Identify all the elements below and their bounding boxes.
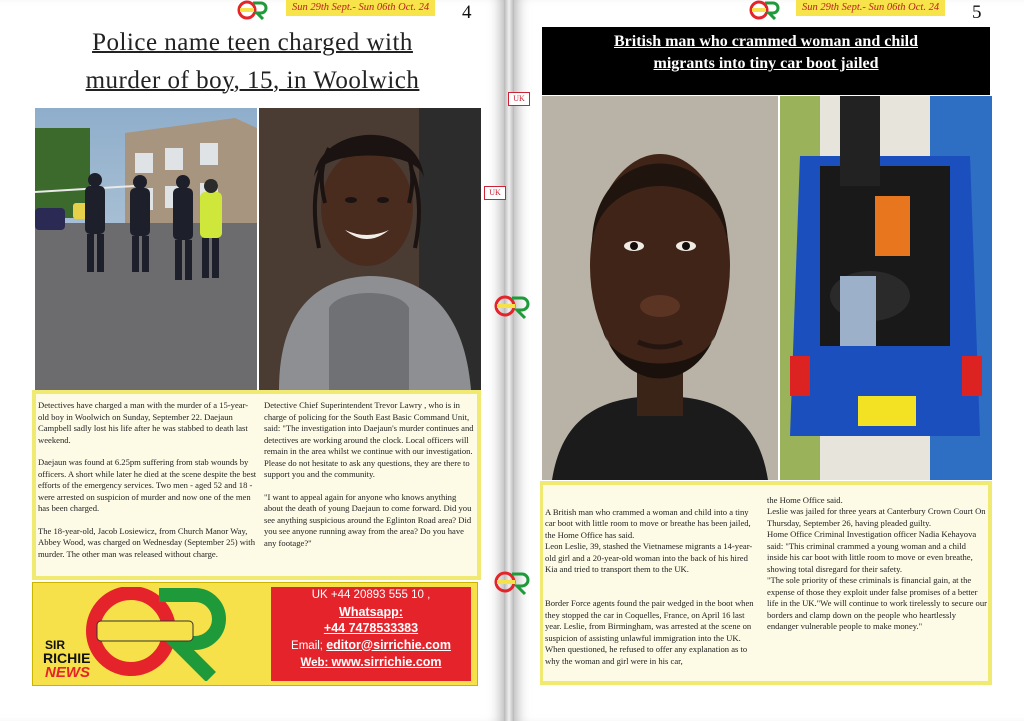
book-spine bbox=[504, 0, 514, 721]
victim-portrait-photo bbox=[259, 108, 481, 390]
right-page bbox=[514, 0, 1024, 721]
email-label: Email; bbox=[291, 639, 327, 652]
left-page bbox=[0, 0, 504, 721]
article-column-2 bbox=[767, 483, 987, 655]
uk-tag: UK bbox=[508, 92, 530, 106]
sir-richie-news-advert bbox=[32, 582, 478, 686]
sir-richie-mini-logo bbox=[748, 0, 782, 20]
logo-text-news: NEWS bbox=[45, 664, 90, 681]
car-boot-photo bbox=[780, 96, 992, 480]
headline-line-1: Police name teen charged with bbox=[92, 29, 413, 56]
mugshot-photo bbox=[542, 96, 778, 480]
email-link[interactable]: editor@sirrichie.com bbox=[326, 637, 451, 652]
issue-date: Sun 29th Sept.- Sun 06th Oct. 24 bbox=[286, 0, 435, 16]
police-street-photo bbox=[35, 108, 257, 390]
sir-richie-floating-logo bbox=[492, 294, 532, 320]
headline-line-1: British man who crammed woman and child bbox=[613, 33, 919, 50]
paragraph: Detective Chief Superintendent Trevor Lawry , who is in charge of policing for the South East Basic Command Unit, said: "The investigation into Daejaun's murder continues and detectives are working around the clock. Local officers will remain in the area whilst we continue with our investigation. Please do not hesitate to ask any questions, they are there to support you and the community. bbox=[264, 400, 474, 479]
web-link[interactable]: www.sirrichie.com bbox=[331, 655, 442, 669]
web-line bbox=[271, 654, 471, 672]
logo-text-sir: SIR bbox=[45, 638, 66, 652]
article-column-2 bbox=[264, 400, 476, 560]
contact-panel bbox=[271, 587, 471, 681]
uk-tag: UK bbox=[484, 186, 506, 200]
paragraph: Border Force agents found the pair wedged in the boot when they stopped the car in Coquelles, France, on April 16 last year. Leslie, from Birmingham, was arrested at the scene on suspicion of assisting unlawful immigration into the UK. When questioned, he refused to offer any explanation as to why the woman and girl were in his car, bbox=[545, 598, 754, 666]
headline bbox=[30, 24, 475, 100]
paragraph: the Home Office said. Leslie was jailed for three years at Canterbury Crown Court On Thursday, September 26, having pleaded guilty. Home Office Criminal Investigation officer Nadia Kehayova said: "This criminal crammed a young woman and a child inside his car boot with little room to move or even breathe, showing total disregard for their safety. "The sole priority of these criminals is financial gain, at the expense of those they exploit under false promises of a better life in the UK."We will continue to work tirelessly to secure our borders and clamp down on the people who heartlessly endanger vulnerable people to make money." bbox=[767, 494, 987, 631]
article-body bbox=[540, 481, 992, 685]
page-number: 4 bbox=[462, 2, 472, 23]
article-column-1 bbox=[38, 400, 258, 571]
headline-line-2: migrants into tiny car boot jailed bbox=[653, 55, 879, 72]
paragraph: A British man who crammed a woman and child into a tiny car boot with little room to move or breathe has been jailed, the Home Office has said. Leon Leslie, 39, stashed the Vietnamese migrants a 14-year-old girl and a 20-year-old woman into the back of his hired Kia and tried to transport them to the UK. bbox=[545, 506, 753, 574]
whatsapp-number[interactable]: +44 7478533383 bbox=[323, 621, 419, 635]
email-line bbox=[271, 637, 471, 655]
sir-richie-news-logo bbox=[39, 587, 265, 681]
headline-line-2: murder of boy, 15, in Woolwich bbox=[85, 67, 420, 94]
sir-richie-floating-logo bbox=[492, 570, 532, 596]
whatsapp-label: Whatsapp: bbox=[339, 604, 403, 619]
phone-number: UK +44 20893 555 10 , bbox=[311, 589, 431, 601]
article-column-1 bbox=[545, 495, 759, 690]
paragraph: The 18-year-old, Jacob Losiewicz, from Church Manor Way, Abbey Wood, was charged on Wednesday (September 25) with murder. The other man was released without charge. bbox=[38, 525, 255, 559]
article-body bbox=[32, 390, 481, 580]
web-label: Web: bbox=[300, 657, 332, 669]
sir-richie-mini-logo bbox=[236, 0, 270, 20]
paragraph: Daejaun was found at 6.25pm suffering from stab wounds by officers. A short while later he died at the scene despite the best efforts of the emergency services. Two men - aged 52 and 18 - were arrested on suspicion of murder and now one of the men has been charged. bbox=[38, 457, 257, 513]
page-number: 5 bbox=[972, 2, 982, 23]
issue-date: Sun 29th Sept.- Sun 06th Oct. 24 bbox=[796, 0, 945, 16]
paragraph: Detectives have charged a man with the murder of a 15-year-old boy in Woolwich on Sunday, September 22. Daejaun Campbell sadly lost his life after he was stabbed to death last weekend. bbox=[38, 400, 249, 445]
logo-text-richie: RICHIE bbox=[43, 650, 91, 666]
headline bbox=[542, 27, 990, 95]
paragraph: "I want to appeal again for anyone who knows anything about the death of young Daejaun to come forward. Did you see anything suspicious around the Eglinton Road area? Did you see anyone running away from the area? Do you have any footage?" bbox=[264, 491, 472, 548]
